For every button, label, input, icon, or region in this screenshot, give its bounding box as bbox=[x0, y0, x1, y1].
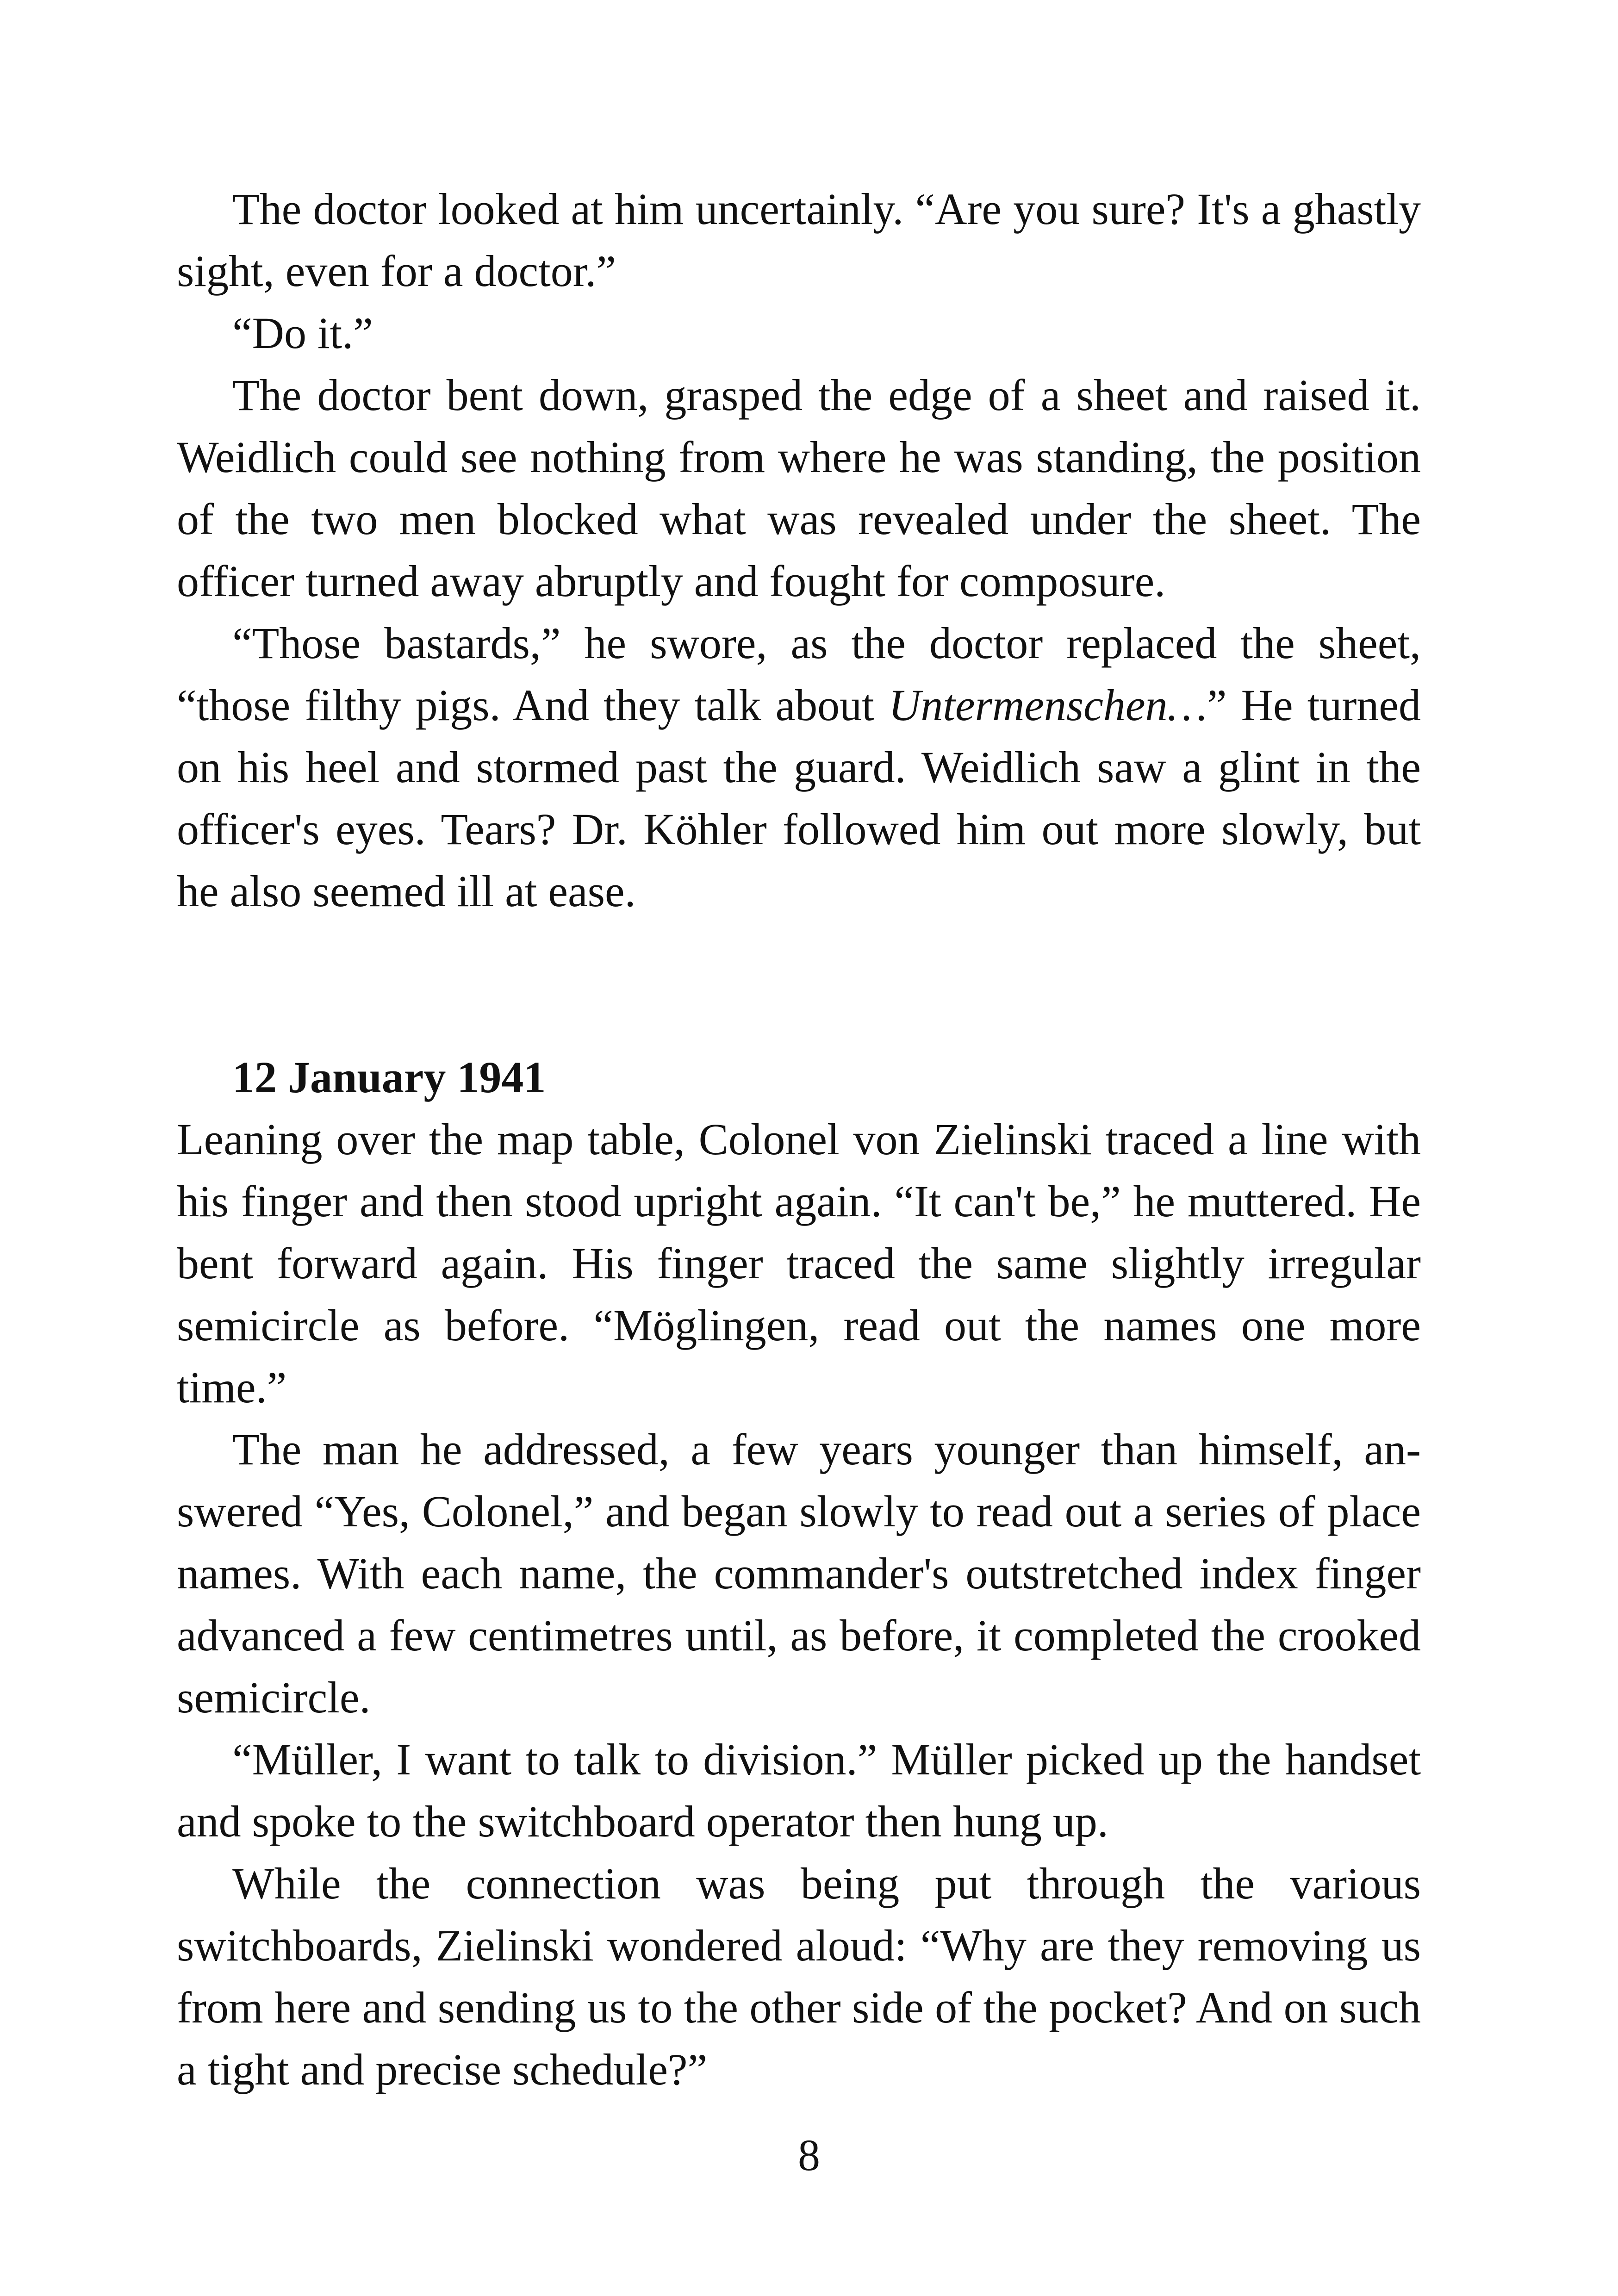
paragraph: The doctor looked at him uncertainly. “Are you sure? It's a ghastly sight, even for a doctor.” bbox=[177, 184, 1421, 296]
paragraph bbox=[177, 612, 1421, 922]
paragraph: While the connection was being put through the various switchboards, Zielinski wondered aloud: “Why are they removing us from here and sending us to the other side of the pocket? And on such a tight and precise schedule?” bbox=[177, 1859, 1421, 2094]
page-number: 8 bbox=[798, 2130, 820, 2180]
paragraph: Leaning over the map table, Colonel von Zielinski traced a line with his finger and then stood upright again. “It can't be,” he muttered. He bent forward again. His finger traced the same slightly irregular semicircle as before. “Möglingen, read out the names one more time.” bbox=[177, 1114, 1421, 1412]
italic-term: Untermenschen… bbox=[889, 680, 1207, 730]
paragraph: “Müller, I want to talk to division.” Müller picked up the handset and spoke to the switchboard operator then hung up. bbox=[177, 1735, 1421, 1846]
section-2 bbox=[177, 1046, 1421, 2101]
section-gap bbox=[177, 922, 1421, 1046]
paragraph: The doctor bent down, grasped the edge of a sheet and raised it. Weidlich could see nothing from where he was standing, the position of the two men blocked what was revealed under the sheet. The officer turned away abruptly and fought for composure. bbox=[177, 370, 1421, 606]
paragraph: “Do it.” bbox=[232, 308, 373, 358]
section-1 bbox=[177, 178, 1421, 922]
page-body bbox=[177, 178, 1421, 2101]
paragraph: The man he addressed, a few years younger than himself, answered “Yes, Colonel,” and began slowly to read out a series of place names. With each name, the commander's outstretched index finger advanced a few centimetres until, as before, it completed the crooked semicircle. bbox=[177, 1425, 1421, 1722]
section-heading: 12 January 1941 bbox=[232, 1052, 546, 1102]
paragraph-text: “Those bastards,” he swore, as the doctor replaced the sheet, “those filthy pigs. And they talk about bbox=[177, 618, 1421, 730]
paragraph-text: ” He turned on his heel and stormed past the guard. Weidlich saw a glint in the officer's eyes. Tears? Dr. Köhler followed him out more slowly, but he also seemed ill at ease. bbox=[177, 680, 1421, 916]
